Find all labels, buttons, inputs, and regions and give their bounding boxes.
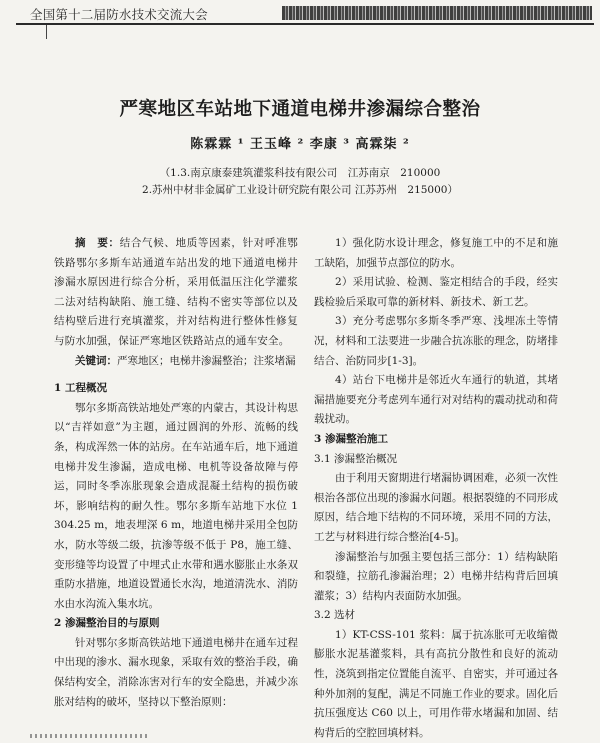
running-header-title: 全国第十二届防水技术交流大会 [30, 7, 208, 22]
section-3-2-paragraph: 1）KT-CSS-101 浆料：属于抗冻胀可无收缩微膨胀水泥基灌浆料，具有高抗分散性和良好的流动性，浇筑到指定位置能自流平、自密实，并可通过各种外加剂的复配，满足不同施工作业的要求。固化后抗压强度达 C60 以上，可用作带水堵漏和加固、结构背后的空腔回填材料。 [314, 628, 558, 739]
principle-item-4: 4）站台下电梯井是邻近火车通行的轨道，其堵漏措施要充分考虑列车通行对对结构的震动扰动和荷载扰动。 [314, 374, 558, 426]
section-3-1-paragraph-1: 由于利用天窗期进行堵漏协调困难，必须一次性根治各部位出现的渗漏水问题。根据裂缝的不同形成原因，结合地下结构的不同环境，采用不同的方法，工艺与材料进行综合整治[4-5]。 [314, 472, 558, 543]
section-3-heading: 3 渗漏整治施工 [314, 432, 388, 445]
keywords-label: 关键词： [75, 354, 117, 367]
section-2-paragraph: 针对鄂尔多斯高铁站地下通道电梯井在通车过程中出现的渗水、漏水现象，采取有效的整治手段，确保结构安全，消除冻害对行车的安全隐患，并减少冻胀对结构的破坏，坚持以下整治原则： [54, 636, 298, 708]
footer-mark [30, 734, 150, 738]
abstract-label: 摘 要： [75, 237, 120, 249]
abstract-text: 结合气候、地质等因素，针对呼准鄂铁路鄂尔多斯车站通道车站出发的地下通道电梯井渗漏水原因进行综合分析，采用低温压注化学灌浆二法对结构缺陷、施工缝、结构不密实等部位以及结构壁后进行充填灌浆，并对结构进行整体性修复与防水加强，保证严寒地区铁路站点的通车安全。 [54, 237, 298, 347]
header-decorative-band [282, 6, 592, 20]
article-title: 严寒地区车站地下通道电梯井渗漏综合整治 [119, 99, 481, 120]
principle-item-2: 2）采用试验、检测、鉴定相结合的手段，经实践检验后采取可靠的新材料、新技术、新工艺。 [314, 276, 558, 308]
principle-item-1: 1）强化防水设计理念，修复施工中的不足和施工缺陷，加强节点部位的防水。 [314, 237, 558, 269]
keywords [54, 352, 298, 372]
section-1-heading: 1 工程概况 [54, 382, 107, 395]
abstract [54, 234, 298, 352]
left-column [54, 234, 298, 712]
article-authors: 陈霖霖 ¹ 王玉峰 ² 李康 ³ 高霖柒 ² [190, 137, 410, 152]
affiliation-1: （1.3.南京康泰建筑灌浆科技有限公司 江苏南京 210000 [159, 167, 441, 179]
keywords-text: 严寒地区；电梯井渗漏整治；注浆堵漏 [117, 354, 296, 367]
header-tick-mark [46, 25, 47, 39]
section-3-1-paragraph-2: 渗漏整治与加强主要包括三部分：1）结构缺陷和裂缝，拉筋孔渗漏治理；2）电梯井结构背后回填灌浆；3）结构内表面防水加强。 [314, 550, 558, 602]
section-3-2-heading: 3.2 选材 [314, 609, 356, 622]
principle-item-3: 3）充分考虑鄂尔多斯冬季严寒、浅埋冻土等情况，材料和工法要进一步融合抗冻胀的理念，防堵排结合、治防同步[1-3]。 [314, 315, 558, 367]
section-1-paragraph: 鄂尔多斯高铁站地处严寒的内蒙古，其设计构思以“吉祥如意”为主题，通过圆润的外形、流畅的线条，构成浑然一体的站房。在车站通车后，地下通道电梯井发生渗漏，造成电梯、电机等设备故障与停运，同时冬季冻胀现象会造成混凝土结构的损伤破坏，影响结构的耐久性。鄂尔多斯车站地下水位 1 304.25 m，地表埋深 6 m，地道电梯井采用全包防水，防水等级二级，抗渗等级不低于 P8，施工缝、变形缝等均设置了中埋式止水带和遇水膨胀止水条双重防水措施，地道设置通长水沟，地道清洗水、消防水由水沟流入集水坑。 [54, 401, 298, 610]
header-rule [16, 23, 594, 25]
affiliation-2: 2.苏州中材非金属矿工业设计研究院有限公司 江苏苏州 215000） [142, 184, 458, 196]
section-3-1-heading: 3.1 渗漏整治概况 [314, 452, 398, 465]
right-column [314, 234, 558, 743]
section-2-heading: 2 渗漏整治目的与原则 [54, 617, 160, 630]
